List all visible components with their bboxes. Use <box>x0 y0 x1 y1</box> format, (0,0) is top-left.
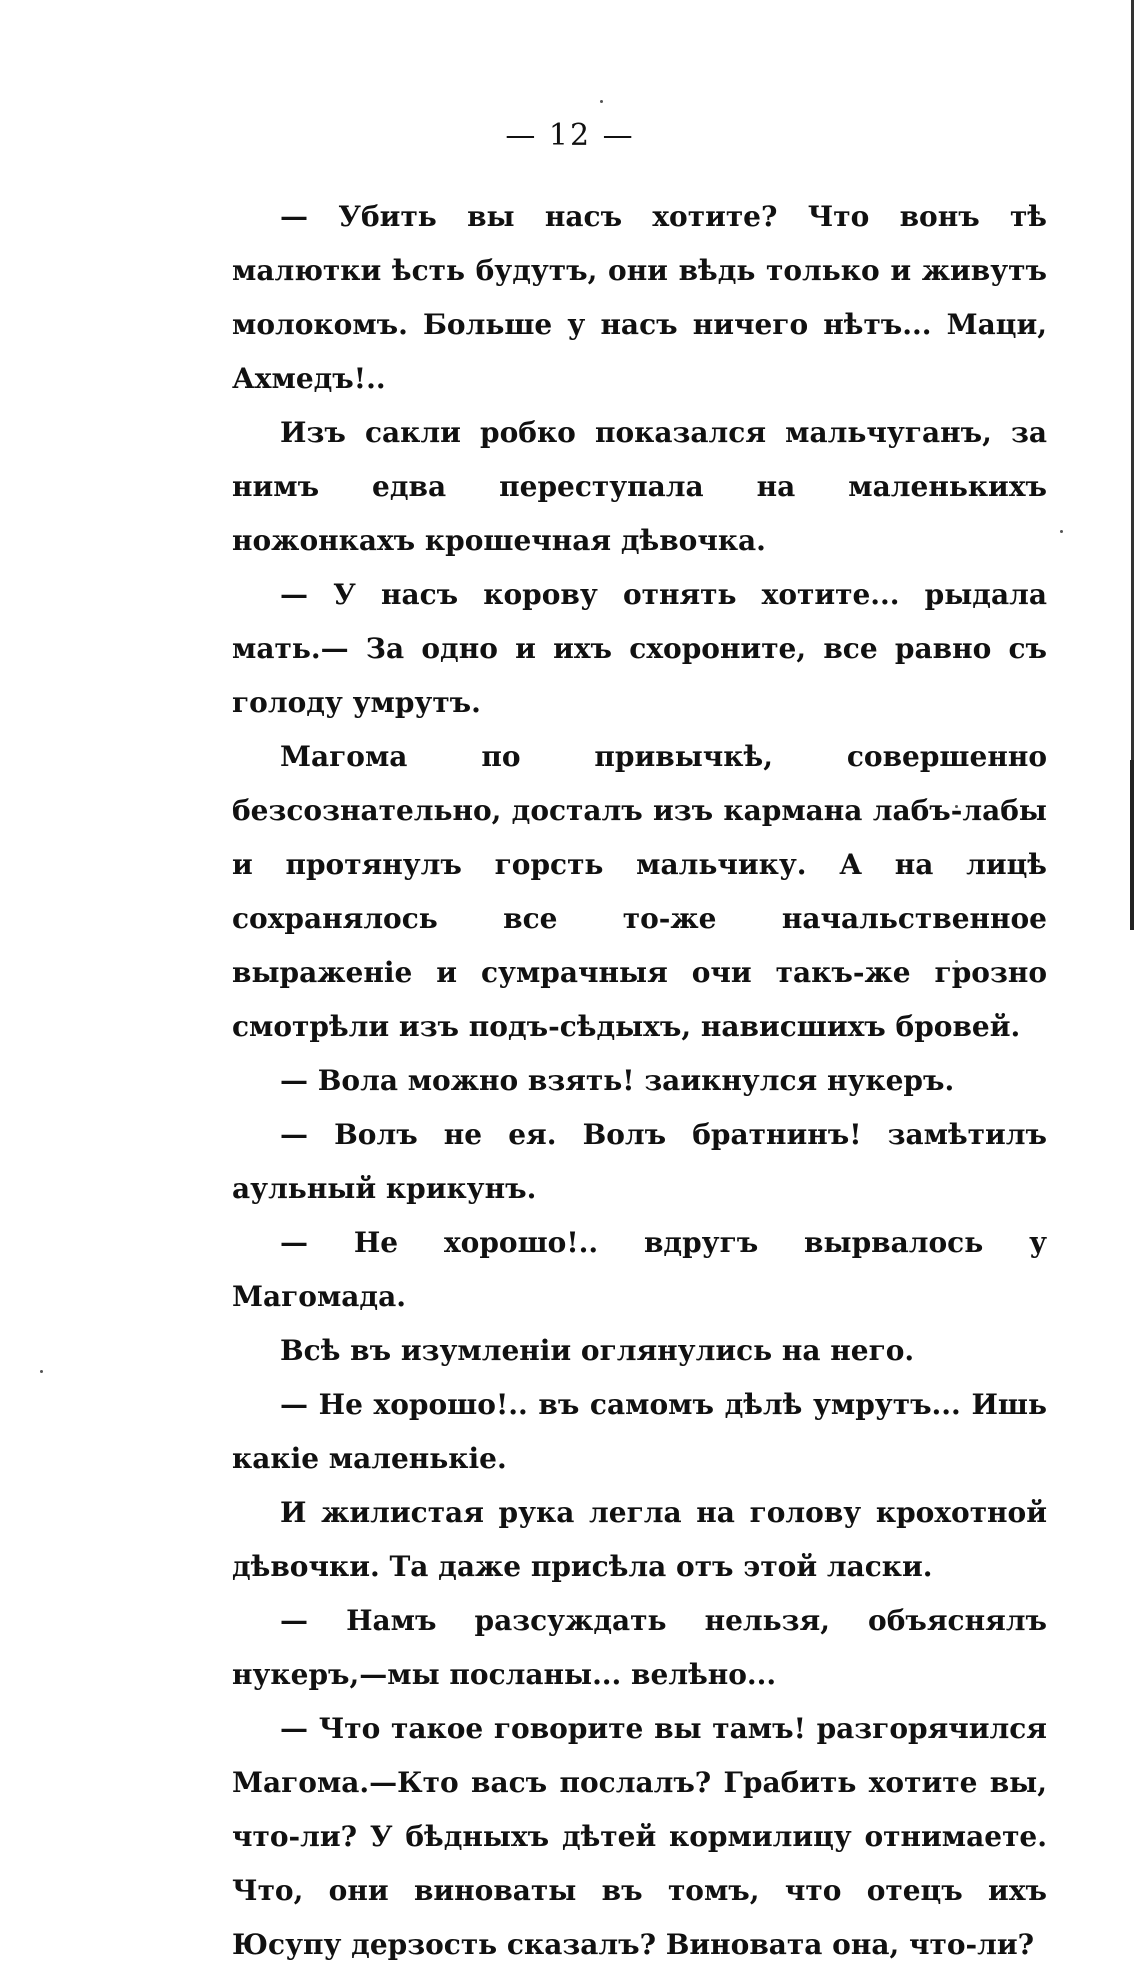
paragraph: — Волъ не ея. Волъ братнинъ! замѣтилъ аульный крикунъ. <box>232 1118 1047 1205</box>
paragraph: — У насъ корову отнять хотите... рыдала мать.— За одно и ихъ схороните, все равно съ голоду умрутъ. <box>232 578 1047 719</box>
paragraph: — Не хорошо!.. вдругъ вырвалось у Магомада. <box>232 1226 1047 1313</box>
paragraph: — Намъ разсуждать нельзя, объяснялъ нукеръ,—мы посланы... велѣно... <box>232 1604 1047 1691</box>
paragraph: Изъ сакли робко показался мальчуганъ, за нимъ едва переступала на маленькихъ ножонкахъ крошечная дѣвочка. <box>232 416 1047 557</box>
print-speck <box>1060 530 1063 533</box>
paragraph: — Убить вы насъ хотите? Что вонъ тѣ малютки ѣсть будутъ, они вѣдь только и живутъ молокомъ. Больше у насъ ничего нѣтъ... Маци, Ахмедъ!.. <box>232 200 1047 395</box>
page-number: — 12 — <box>505 118 635 153</box>
print-speck <box>40 1370 43 1373</box>
paragraph: Магома по привычкѣ, совершенно безсознательно, досталъ изъ кармана лабъ-лабы и протянулъ горсть мальчику. А на лицѣ сохранялось все то-же начальственное выраженіе и сумрачныя очи такъ-же грозно смотрѣли изъ подъ-сѣдыхъ, нависшихъ бровей. <box>232 740 1047 1043</box>
paragraph: — Не хорошо!.. въ самомъ дѣлѣ умрутъ... Ишь какіе маленькіе. <box>232 1388 1047 1475</box>
paragraph: — Вола можно взять! заикнулся нукеръ. <box>280 1064 955 1097</box>
paragraph: Всѣ въ изумленіи оглянулись на него. <box>280 1334 915 1367</box>
print-speck <box>600 100 603 103</box>
body-text <box>232 190 1047 1972</box>
paragraph: — Что такое говорите вы тамъ! разгорячился Магома.—Кто васъ послалъ? Грабить хотите вы, что-ли? У бѣдныхъ дѣтей кормилицу отнимаете. Что, они виноваты въ томъ, что отецъ ихъ Юсупу дерзость сказалъ? Виновата она, что-ли? <box>232 1712 1047 1961</box>
paragraph: И жилистая рука легла на голову крохотной дѣвочки. Та даже присѣла отъ этой ласки. <box>232 1496 1047 1583</box>
page-edge-shadow-dark <box>1130 760 1134 930</box>
